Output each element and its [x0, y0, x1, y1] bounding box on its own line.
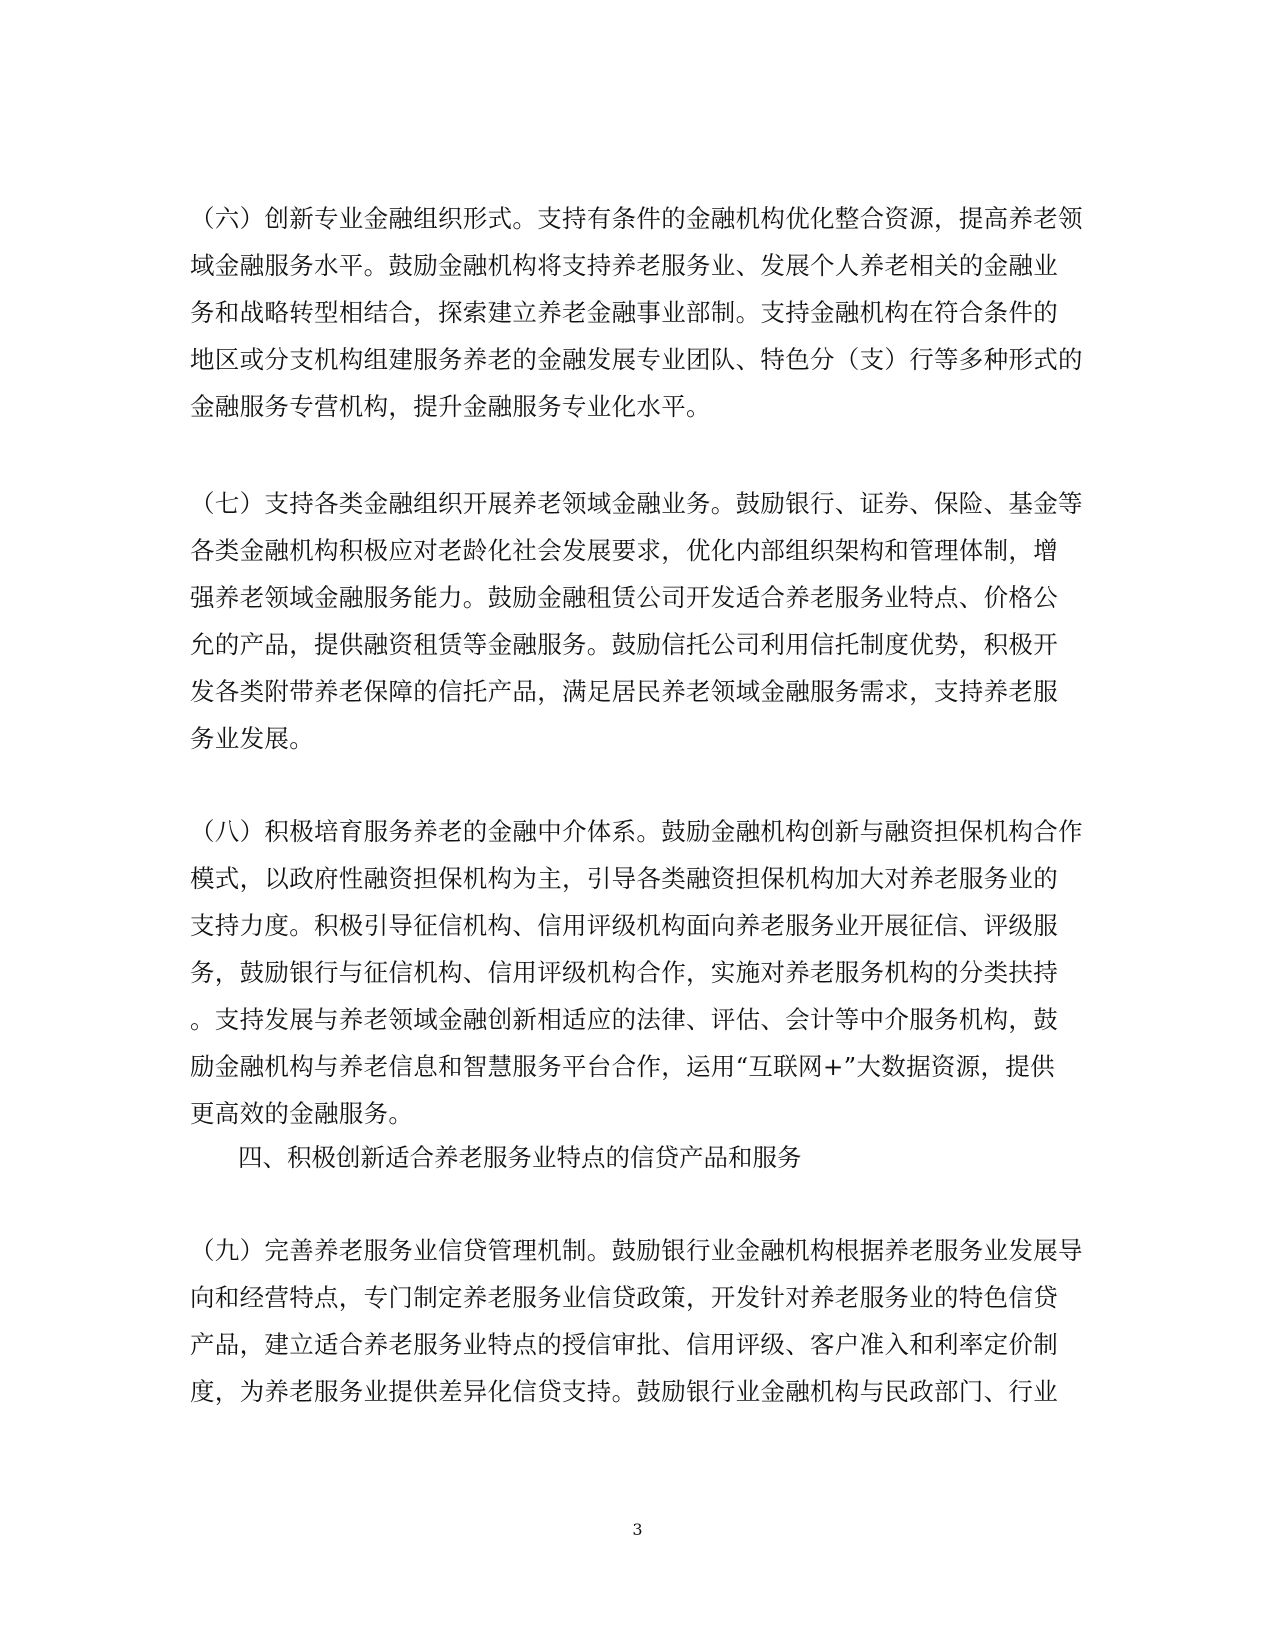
paragraph-line: 更高效的金融服务。	[190, 1099, 414, 1128]
paragraph-line: 地区或分支机构组建服务养老的金融发展专业团队、特色分（支）行等多种形式的	[190, 345, 1083, 374]
paragraph-line: 金融服务专营机构，提升金融服务专业化水平。	[190, 392, 711, 421]
paragraph-line: （七）支持各类金融组织开展养老领域金融业务。鼓励银行、证券、保险、基金等	[190, 489, 1083, 518]
section-heading: 四、积极创新适合养老服务业特点的信贷产品和服务	[238, 1143, 802, 1172]
paragraph-line: （九）完善养老服务业信贷管理机制。鼓励银行业金融机构根据养老服务业发展导	[190, 1236, 1083, 1265]
paragraph-line: 发各类附带养老保障的信托产品，满足居民养老领域金融服务需求，支持养老服	[190, 677, 1058, 706]
paragraph-6	[190, 195, 1083, 430]
paragraph-line: 允的产品，提供融资租赁等金融服务。鼓励信托公司利用信托制度优势，积极开	[190, 630, 1058, 659]
paragraph-9	[190, 1227, 1083, 1415]
paragraph-line: 务和战略转型相结合，探索建立养老金融事业部制。支持金融机构在符合条件的	[190, 298, 1058, 327]
paragraph-line: 各类金融机构积极应对老龄化社会发展要求，优化内部组织架构和管理体制，增	[190, 536, 1058, 565]
paragraph-line: 务，鼓励银行与征信机构、信用评级机构合作，实施对养老服务机构的分类扶持	[190, 958, 1058, 987]
paragraph-line: 励金融机构与养老信息和智慧服务平台合作，运用“互联网+”大数据资源，提供	[190, 1052, 1055, 1081]
paragraph-line: 域金融服务水平。鼓励金融机构将支持养老服务业、发展个人养老相关的金融业	[190, 251, 1058, 280]
paragraph-line: （六）创新专业金融组织形式。支持有条件的金融机构优化整合资源，提高养老领	[190, 204, 1083, 233]
paragraph-line: 向和经营特点，专门制定养老服务业信贷政策，开发针对养老服务业的特色信贷	[190, 1283, 1058, 1312]
paragraph-line: 强养老领域金融服务能力。鼓励金融租赁公司开发适合养老服务业特点、价格公	[190, 583, 1058, 612]
paragraph-7	[190, 480, 1083, 762]
paragraph-line: 支持力度。积极引导征信机构、信用评级机构面向养老服务业开展征信、评级服	[190, 911, 1058, 940]
paragraph-line: 产品，建立适合养老服务业特点的授信审批、信用评级、客户准入和利率定价制	[190, 1330, 1058, 1359]
paragraph-line: 度，为养老服务业提供差异化信贷支持。鼓励银行业金融机构与民政部门、行业	[190, 1377, 1058, 1406]
paragraph-line: （八）积极培育服务养老的金融中介体系。鼓励金融机构创新与融资担保机构合作	[190, 817, 1083, 846]
page-number: 3	[632, 1520, 643, 1539]
paragraph-line: 务业发展。	[190, 724, 314, 753]
paragraph-line: 模式，以政府性融资担保机构为主，引导各类融资担保机构加大对养老服务业的	[190, 864, 1058, 893]
paragraph-line: 。支持发展与养老领域金融创新相适应的法律、评估、会计等中介服务机构，鼓	[190, 1005, 1058, 1034]
paragraph-8	[190, 808, 1083, 1137]
